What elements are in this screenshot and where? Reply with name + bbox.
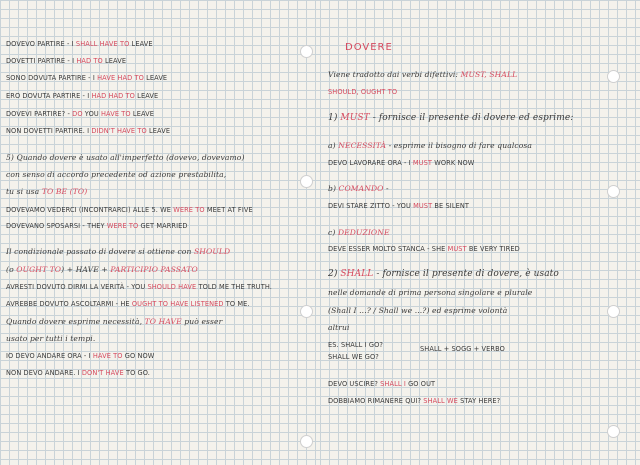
highlighted-text: HAD TO [76, 57, 103, 65]
note-text: LEAVE [146, 127, 171, 135]
note-text: può esser [181, 317, 223, 326]
note-line [328, 88, 397, 97]
note-text: LEAVE [134, 92, 159, 100]
note-line [328, 141, 532, 150]
highlighted-text: MUST, SHALL [460, 70, 518, 79]
note-text: ) + HAVE + [61, 265, 111, 274]
note-text: BE SILENT [432, 202, 470, 210]
page-title: DOVERE [345, 42, 393, 53]
note-line [328, 270, 559, 279]
note-text: SONO DOVUTA PARTIRE - I [6, 74, 98, 82]
highlighted-text: SHALL WE [423, 397, 458, 405]
note-text: Il condizionale passato di dovere si ottiene con [6, 247, 194, 256]
note-text: usato per tutti i tempi. [6, 334, 96, 343]
highlighted-text: HAVE HAD TO [97, 74, 144, 82]
note-text: - [383, 184, 389, 193]
note-line [328, 323, 350, 332]
note-text: - fornisce il presente di dovere ed esprime: [369, 113, 574, 123]
note-line [328, 397, 500, 406]
note-text: AVREBBE DOVUTO ASCOLTARMI - HE [6, 300, 132, 308]
note-line [328, 202, 469, 211]
note-line [6, 57, 126, 66]
note-text: DEVE ESSER MOLTO STANCA - SHE [328, 245, 448, 253]
highlighted-text: NECESSITÀ [338, 141, 387, 150]
note-text: TOLD ME THE TRUTH. [196, 283, 272, 291]
note-line [6, 153, 245, 162]
highlighted-text: HAVE TO [100, 110, 131, 118]
note-text: DEVO LAVORARE ORA - I [328, 159, 413, 167]
note-text: YOU [82, 110, 101, 118]
note-text: (o [6, 265, 17, 274]
note-text: LEAVE [102, 57, 127, 65]
note-text: NON DEVO ANDARE. I [6, 369, 82, 377]
note-text: altrui [328, 323, 350, 332]
note-text: WORK NOW [432, 159, 475, 167]
note-text: tu si usa [6, 187, 42, 196]
note-text: con senso di accordo precedente od azione prestabilita, [6, 170, 227, 179]
highlighted-text: OUGHT TO HAVE LISTENED [131, 300, 224, 308]
note-line [420, 345, 505, 354]
note-line [328, 288, 532, 297]
highlighted-text: MUST [413, 202, 433, 210]
note-text: TO ME. [223, 300, 250, 308]
note-line [328, 341, 383, 350]
note-text: c) [328, 228, 338, 237]
note-text: SHALL + SOGG + VERBO [420, 345, 505, 353]
note-text: DOVEVO PARTIRE - I [6, 40, 76, 48]
note-text: 1) [328, 113, 341, 123]
note-line [328, 380, 435, 389]
note-line [328, 159, 474, 168]
punch-hole [607, 70, 620, 83]
note-text: DOBBIAMO RIMANERE QUI? [328, 397, 424, 405]
note-text: LEAVE [129, 40, 153, 48]
note-line [328, 114, 573, 123]
note-line [6, 187, 87, 196]
note-line [328, 228, 390, 237]
note-text: a) [328, 141, 339, 150]
note-line [6, 74, 167, 83]
highlighted-text: MUST [412, 159, 433, 167]
highlighted-text: SHALL I [380, 380, 406, 388]
highlighted-text: SHALL HAVE TO [75, 40, 130, 48]
note-text: LEAVE [130, 110, 155, 118]
highlighted-text: COMANDO [338, 184, 384, 193]
note-text: 5) Quando dovere è usato all'imperfetto (dovevo, dovevamo) [6, 153, 245, 162]
note-line [6, 170, 226, 179]
note-text: DOVEVANO SPOSARSI - THEY [6, 222, 107, 230]
note-line [6, 110, 154, 119]
note-line [6, 283, 272, 292]
highlighted-text: SHOULD [193, 247, 231, 256]
note-text: TO GO. [123, 369, 150, 377]
punch-hole [300, 45, 313, 58]
highlighted-text: SHOULD HAVE [147, 283, 197, 291]
note-text: LEAVE [143, 74, 168, 82]
note-text: DEVO USCIRE? [328, 380, 381, 388]
note-text: GET MARRIED [138, 222, 188, 230]
note-line [6, 265, 198, 274]
note-line [6, 40, 153, 49]
note-line [6, 300, 250, 309]
note-text: SHALL WE GO? [328, 353, 379, 361]
highlighted-text: MUST [447, 245, 467, 253]
note-text: DOVEVAMO VEDERCI (INCONTRARCI) ALLE 5. WE [6, 206, 174, 214]
note-text: GO OUT [405, 380, 436, 388]
note-text: DEVI STARE ZITTO - YOU [328, 202, 414, 210]
highlighted-text: MUST [340, 113, 370, 123]
note-line [328, 353, 379, 362]
note-line [6, 334, 95, 343]
note-line [6, 352, 154, 361]
note-line [6, 206, 253, 215]
highlighted-text: PARTICIPIO PASSATO [110, 265, 198, 274]
punch-hole [607, 425, 620, 438]
note-text: 2) [328, 269, 341, 279]
punch-hole [300, 175, 313, 188]
highlighted-text: HAD HAD TO [91, 92, 135, 100]
highlighted-text: HAVE TO [92, 352, 123, 360]
note-line [328, 245, 520, 254]
punch-hole [607, 305, 620, 318]
note-text: BE VERY TIRED [466, 245, 520, 253]
highlighted-text: TO HAVE [144, 317, 182, 326]
note-text: NON DOVETTI PARTIRE. I [6, 127, 92, 135]
note-line [6, 127, 170, 136]
note-line [6, 222, 188, 231]
note-text: (Shall I ...? / Shall we ...?) ed esprime volontà [328, 306, 508, 315]
note-text: ES. SHALL I GO? [328, 341, 383, 349]
note-text: MEET AT FIVE [204, 206, 253, 214]
note-text: Quando dovere esprime necessità, [6, 317, 145, 326]
punch-hole [607, 185, 620, 198]
note-text: - fornisce il presente di dovere, è usato [373, 269, 559, 279]
highlighted-text: WERE TO [106, 222, 139, 230]
note-line [328, 306, 507, 315]
highlighted-text: DO [72, 110, 83, 118]
note-text: ERO DOVUTA PARTIRE - I [6, 92, 92, 100]
note-line [6, 369, 150, 378]
highlighted-text: SHOULD, OUGHT TO [328, 88, 398, 96]
note-line [328, 184, 389, 193]
note-line [6, 92, 158, 101]
punch-hole [300, 305, 313, 318]
note-text: GO NOW [122, 352, 155, 360]
note-text: nelle domande di prima persona singolare e plurale [328, 288, 533, 297]
highlighted-text: TO BE (TO) [41, 187, 88, 196]
highlighted-text: DON'T HAVE [81, 369, 124, 377]
note-text: b) [328, 184, 339, 193]
highlighted-text: OUGHT TO [16, 265, 62, 274]
highlighted-text: WERE TO [173, 206, 205, 214]
note-text: Viene tradotto dai verbi difettivi: [328, 70, 461, 79]
punch-hole [300, 435, 313, 448]
note-line [6, 247, 230, 256]
highlighted-text: DEDUZIONE [337, 228, 390, 237]
note-line [328, 70, 517, 79]
highlighted-text: DIDN'T HAVE TO [91, 127, 147, 135]
note-text: AVRESTI DOVUTO DIRMI LA VERITÀ - YOU [6, 283, 148, 291]
note-text: DOVEVI PARTIRE? - [6, 110, 73, 118]
note-text: IO DEVO ANDARE ORA - I [6, 352, 93, 360]
note-text: - esprime il bisogno di fare qualcosa [386, 141, 532, 150]
note-text: DOVETTI PARTIRE - I [6, 57, 77, 65]
note-text: STAY HERE? [457, 397, 501, 405]
highlighted-text: SHALL [340, 269, 374, 279]
note-line [6, 317, 222, 326]
